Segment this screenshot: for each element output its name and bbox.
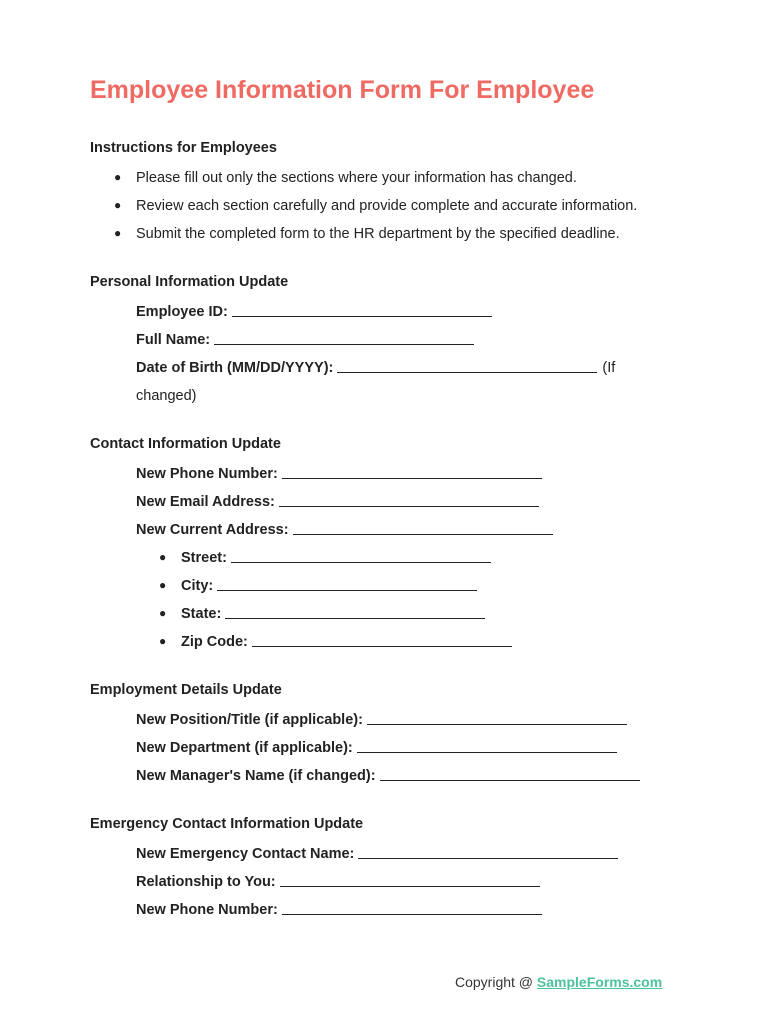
bullet-icon: ●	[159, 578, 167, 592]
email-line[interactable]	[279, 494, 539, 507]
manager-field	[136, 768, 640, 784]
emergency-phone-field	[136, 902, 542, 918]
city-line[interactable]	[217, 578, 477, 591]
position-field	[136, 712, 627, 728]
full-name-field	[136, 332, 474, 348]
zip-label: Zip Code:	[181, 634, 248, 650]
employee-id-label: Employee ID:	[136, 304, 228, 320]
emergency-heading: Emergency Contact Information Update	[90, 816, 364, 832]
dob-line[interactable]	[337, 360, 597, 373]
emergency-name-field	[136, 846, 618, 862]
employee-id-field	[136, 304, 492, 320]
email-field	[136, 494, 539, 510]
instruction-item	[114, 198, 637, 214]
instruction-text: Please fill out only the sections where your information has changed.	[136, 170, 577, 186]
bullet-icon: ●	[114, 170, 122, 184]
bullet-icon: ●	[114, 198, 122, 212]
instruction-text: Review each section carefully and provide complete and accurate information.	[136, 198, 638, 214]
instruction-text: Submit the completed form to the HR department by the specified deadline.	[136, 226, 620, 242]
address-field	[136, 522, 553, 538]
instructions-heading: Instructions for Employees	[90, 140, 277, 156]
street-line[interactable]	[231, 550, 491, 563]
department-line[interactable]	[357, 740, 617, 753]
employment-heading: Employment Details Update	[90, 682, 282, 698]
email-label: New Email Address:	[136, 494, 275, 510]
dob-label: Date of Birth (MM/DD/YYYY):	[136, 360, 334, 376]
zip-field	[159, 634, 512, 650]
emergency-phone-line[interactable]	[282, 902, 542, 915]
street-field	[159, 550, 491, 566]
dob-suffix: (If	[602, 360, 616, 376]
department-label: New Department (if applicable):	[136, 740, 353, 756]
phone-label: New Phone Number:	[136, 466, 278, 482]
relationship-line[interactable]	[280, 874, 540, 887]
copyright	[455, 974, 662, 990]
phone-line[interactable]	[282, 466, 542, 479]
personal-heading: Personal Information Update	[90, 274, 289, 290]
position-label: New Position/Title (if applicable):	[136, 712, 363, 728]
city-field	[159, 578, 477, 594]
relationship-field	[136, 874, 540, 890]
manager-line[interactable]	[380, 768, 640, 781]
employee-id-line[interactable]	[232, 304, 492, 317]
instruction-item	[114, 170, 577, 186]
bullet-icon: ●	[159, 634, 167, 648]
emergency-name-line[interactable]	[358, 846, 618, 859]
full-name-line[interactable]	[214, 332, 474, 345]
manager-label: New Manager's Name (if changed):	[136, 768, 376, 784]
brand-link[interactable]: SampleForms.com	[536, 974, 663, 990]
emergency-phone-label: New Phone Number:	[136, 902, 278, 918]
state-line[interactable]	[225, 606, 485, 619]
phone-field	[136, 466, 542, 482]
dob-suffix-continued: changed)	[136, 388, 197, 404]
zip-line[interactable]	[252, 634, 512, 647]
contact-heading: Contact Information Update	[90, 436, 281, 452]
instruction-item	[114, 226, 620, 242]
bullet-icon: ●	[159, 606, 167, 620]
address-label: New Current Address:	[136, 522, 289, 538]
street-label: Street:	[181, 550, 227, 566]
city-label: City:	[181, 578, 214, 594]
department-field	[136, 740, 617, 756]
position-line[interactable]	[367, 712, 627, 725]
bullet-icon: ●	[159, 550, 167, 564]
state-label: State:	[181, 606, 222, 622]
page-title: Employee Information Form For Employee	[90, 76, 595, 104]
copyright-prefix: Copyright @	[455, 974, 534, 990]
relationship-label: Relationship to You:	[136, 874, 276, 890]
dob-field	[136, 360, 615, 376]
emergency-name-label: New Emergency Contact Name:	[136, 846, 355, 862]
full-name-label: Full Name:	[136, 332, 211, 348]
state-field	[159, 606, 485, 622]
bullet-icon: ●	[114, 226, 122, 240]
address-line[interactable]	[293, 522, 553, 535]
